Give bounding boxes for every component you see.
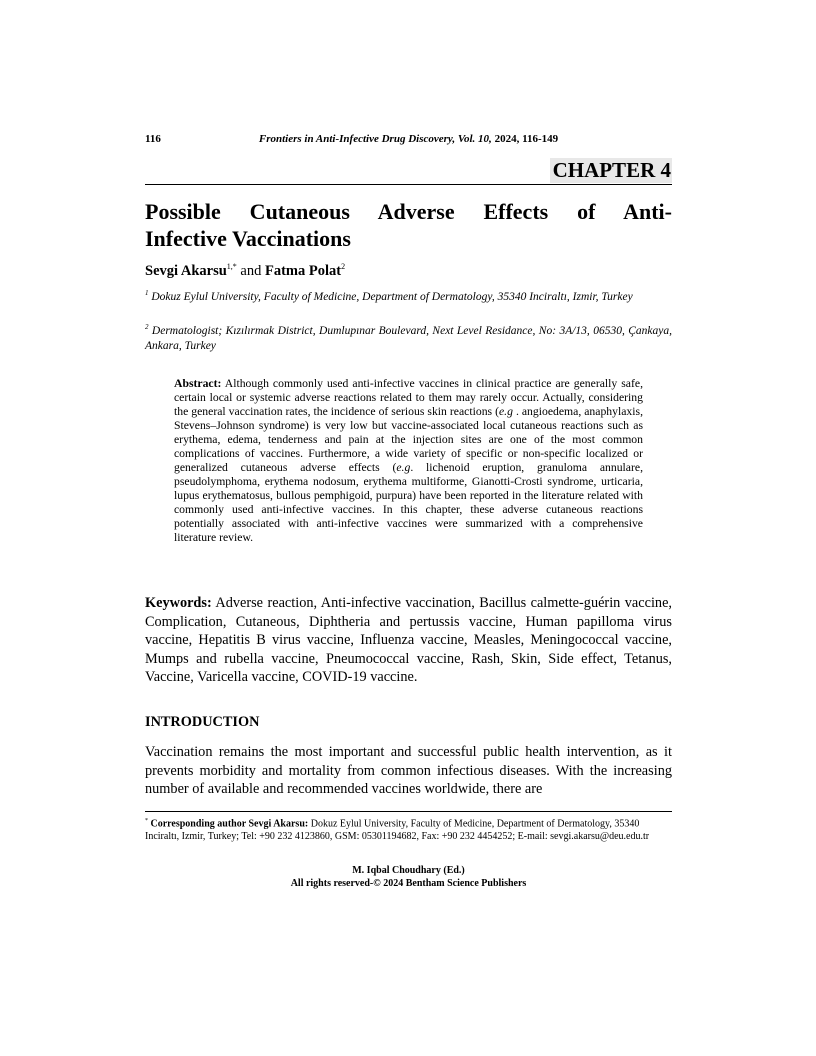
footnote-divider xyxy=(145,811,672,812)
affiliation-1 xyxy=(145,286,672,305)
footnote-label: Corresponding author Sevgi Akarsu: xyxy=(148,818,309,830)
keywords xyxy=(145,594,672,687)
footnote-text: Dokuz Eylul University, Faculty of Medicine, Department of Dermatology, 35340 Inciraltı, Izmir, Turkey; Tel: +90 232 4123860, GSM: 05301194682, Fax: +90 232 4454252; E-mail: sevgi.akarsu@deu.edu.tr xyxy=(145,818,650,842)
running-head xyxy=(145,133,672,149)
introduction-text: Vaccination remains the most important and successful public health intervention, as it prevents morbidity and mortality from common infectious diseases. With the increasing number of available and recommended vaccines worldwide, there are xyxy=(145,744,672,797)
page-number: 116 xyxy=(145,133,161,145)
abstract-text-1: Although commonly used anti-infective vaccines in clinical practice are generally safe, certain local or systemic adverse reactions related to them may rarely occur. Actually, considering the general vaccination rates, the incidence of serious skin reactions ( xyxy=(174,377,643,418)
author-2-name: Fatma Polat xyxy=(264,262,342,279)
journal-year-pages: 2024, 116-149 xyxy=(491,133,559,145)
affiliation-2-text: Dermatologist; Kızılırmak District, Dumlupınar Boulevard, Next Level Residance, No: 3A/13, 06530, Çankaya, Ankara, Turkey xyxy=(145,324,672,352)
footnote-mark: * xyxy=(145,818,148,824)
affiliation-1-text: Dokuz Eylul University, Faculty of Medicine, Department of Dermatology, 35340 Inciraltı, Izmir, Turkey xyxy=(148,290,633,303)
chapter-label: CHAPTER 4 xyxy=(550,158,672,183)
corresponding-author-footnote xyxy=(145,815,672,843)
affiliation-2-mark: 2 xyxy=(145,323,149,331)
author-1-affiliation-mark: 1,* xyxy=(226,262,237,271)
journal-citation xyxy=(145,133,672,145)
keywords-label: Keywords: xyxy=(145,595,212,611)
abstract-eg-2: e.g xyxy=(396,461,411,474)
chapter-title xyxy=(145,198,672,252)
abstract-text-2: . angioedema, anaphylaxis, Stevens–Johnson syndrome) is very low but vaccine-associated local cutaneous reactions such as erythema, edema, tenderness and pain at the injection sites are one of the most common complications of vaccines. Furthermore, a wide variety of specific or non-specific localized or generalized cutaneous adverse effects ( xyxy=(174,405,643,474)
editor-name: M. Iqbal Choudhary (Ed.) xyxy=(352,865,465,876)
abstract-eg-1: e.g xyxy=(498,405,513,418)
affiliation-2 xyxy=(145,320,672,354)
introduction-heading: INTRODUCTION xyxy=(145,714,260,730)
affiliation-1-mark: 1 xyxy=(145,289,149,297)
keywords-text: Adverse reaction, Anti-infective vaccination, Bacillus calmette-guérin vaccine, Complication, Cutaneous, Diphtheria and pertussis vaccine, Human papilloma virus vaccine, Hepatitis B virus vaccine, Influenza vaccine, Measles, Meningococcal vaccine, Mumps and rubella vaccine, Pneumococcal vaccine, Rash, Skin, Side effect, Tetanus, Vaccine, Varicella vaccine, COVID-19 vaccine. xyxy=(145,595,672,685)
author-connector: and xyxy=(236,262,265,279)
chapter-title-line-2: Infective Vaccinations xyxy=(145,226,351,251)
chapter-title-line-1: Possible Cutaneous Adverse Effects of Anti- xyxy=(145,199,672,224)
copyright-notice: All rights reserved-© 2024 Bentham Science Publishers xyxy=(290,878,527,889)
journal-name: Frontiers in Anti-Infective Drug Discovery, Vol. 10, xyxy=(258,133,492,145)
author-list xyxy=(145,262,672,280)
chapter-header xyxy=(145,158,672,185)
abstract-text-3: . lichenoid eruption, granuloma annulare, pseudolymphoma, erythema nodosum, erythema multiforme, Gianotti-Crosti syndrome, urticaria, lupus erythematosus, bullous pemphigoid, purpura) have been reported in the literature related with commonly used anti-infective vaccines. In this chapter, these adverse cutaneous reactions potentially associated with anti-infective vaccines were summarized with a comprehensive literature review. xyxy=(174,461,643,544)
abstract xyxy=(174,377,643,545)
abstract-label: Abstract: xyxy=(174,377,222,390)
editor-credit xyxy=(145,864,672,890)
author-1-name: Sevgi Akarsu xyxy=(145,262,227,279)
author-2-affiliation-mark: 2 xyxy=(341,262,346,271)
